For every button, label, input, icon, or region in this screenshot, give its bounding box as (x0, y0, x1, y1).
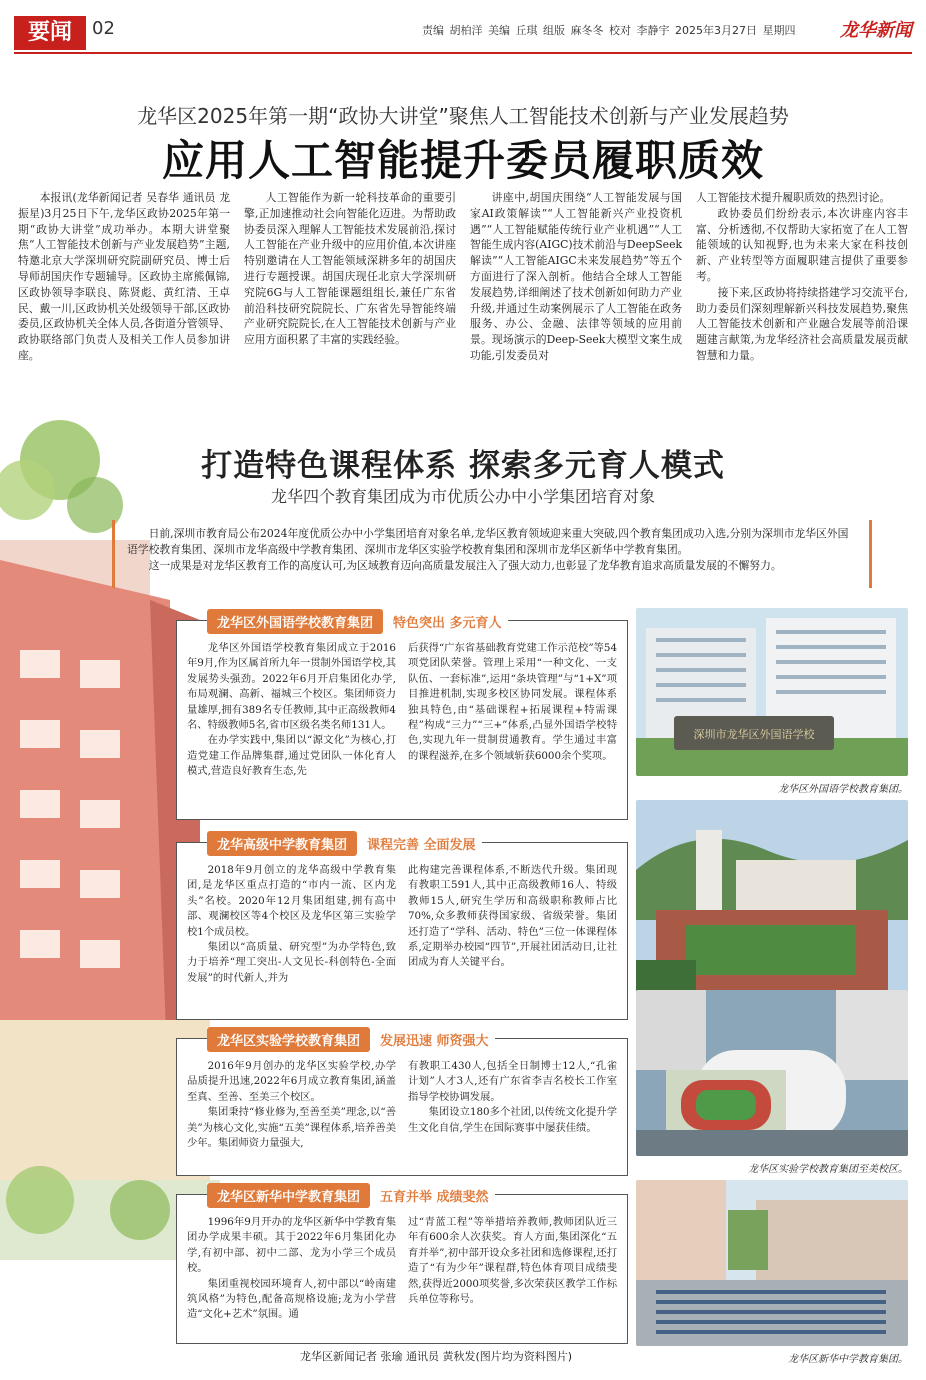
group-text-1: 1996年9月开办的龙华区新华中学教育集团办学成果丰硕。其于2022年6月集团化办学,有初中部、初中二部、龙为小学三个成员校。 (187, 1216, 396, 1275)
article1-col4-text-3: 接下来,区政协将持续搭建学习交流平台,助力委员们深刻理解新兴科技发展趋势,聚焦人工智能技术创新和产业融合发展等前沿课题建言献策,为龙华经济社会高质量发展贡献智慧和力量。 (696, 285, 909, 362)
group-tagline: 五育并举 成绩斐然 (380, 1190, 489, 1205)
group-tagline: 课程完善 全面发展 (367, 838, 476, 853)
group-text-3: 后获得“广东省基础教育党建工作示范校”等54项党团队荣誉。管理上采用“一种文化、一支队伍、一套标准”,运用“条块管理”与“1+X”项目推进机制,实现多校区协同发展。课程体系独具特色,由“基础课程+拓展课程+特需课程”构成“三力”“三+”体系,凸显外国语学校特色,实现九年一贯制贯通教育。学生通过丰富的课程滋养,在多个领域斩获6000余个奖项。 (408, 642, 617, 762)
group-header (207, 1027, 495, 1052)
article2-headline: 打造特色课程体系 探索多元育人模式 (201, 448, 725, 484)
photo-sign-text: 深圳市龙华区外国语学校 (693, 728, 815, 741)
photo-xinhua-school (636, 1180, 908, 1346)
group-column-2 (408, 1059, 617, 1169)
group-body (187, 641, 617, 813)
photo-experimental-school (636, 990, 908, 1156)
group-title: 龙华区实验学校教育集团 (207, 1027, 370, 1052)
group-header (207, 831, 482, 856)
article1-headline: 应用人工智能提升委员履职质效 (161, 136, 764, 185)
group-card-foreign-language (176, 616, 628, 820)
section-tag: 要闻 (14, 16, 86, 50)
article1-column-1 (18, 190, 230, 364)
group-column-2 (408, 1215, 617, 1337)
article2-intro (112, 520, 872, 588)
article1-column-3 (470, 190, 682, 364)
article1-column-4 (696, 190, 908, 364)
article2-subhead: 龙华四个教育集团成为市优质公办中小学集团培育对象 (270, 487, 655, 506)
article2-intro-text-2: 这一成果是对龙华区教育工作的高度认可,为区域教育迈向高质量发展注入了强大动力,也彰显了龙华教育追求高质量发展的不懈努力。 (148, 559, 782, 572)
group-text-2: 集团重视校园环境育人,初中部以“岭南建筑风格”为特色,配备高规格设施;龙为小学营造“文化+艺术”氛围。通 (187, 1277, 396, 1321)
header-rule (14, 52, 912, 54)
editor-meta: 责编 胡柏洋 美编 丘琪 组版 麻冬冬 校对 李静宇 2025年3月27日 星期四 (422, 24, 796, 37)
group-body (187, 863, 617, 1013)
article1-col1-text: 本报讯(龙华新闻记者 吴春华 通讯员 龙振星)3月25日下午,龙华区政协2025年第一期“政协大讲堂”成功举办。本期大讲堂聚焦“人工智能技术创新与产业发展趋势”主题,特邀北京大学深圳研究院副研究员、博士后导师胡国庆作专题辅导。区政协主席熊佩锦,区政协领导李联良、陈贤彪、黄红清、王卓民、戴一川,区政协机关处级领导干部,区政协委员,区政协机关全体人员,各街道分管领导、政协联络部门负责人及相关工作人员参加讲座。 (18, 191, 231, 362)
caption-experimental: 龙华区实验学校教育集团至美校区。 (748, 1164, 908, 1175)
photo-senior-high-school (636, 800, 908, 992)
article1-kicker: 龙华区2025年第一期“政协大讲堂”聚焦人工智能技术创新与产业发展趋势 (137, 104, 789, 128)
masthead-logo: 龙华新闻 (840, 20, 912, 41)
group-text-1: 龙华区外国语学校教育集团成立于2016年9月,作为区属首所九年一贯制外国语学校,其发展势头强劲。2022年6月开启集团化办学,布局观澜、高新、福城三个校区。集团师资力量雄厚,拥有389名专任教师,其中正高级教师4名、特级教师5名,省市区级名类名师131人。 (187, 642, 396, 732)
article1-body (18, 190, 908, 364)
group-body (187, 1215, 617, 1337)
group-body (187, 1059, 617, 1169)
group-text-1: 2018年9月创立的龙华高级中学教育集团,是龙华区重点打造的“市内一流、区内龙头”名校。2020年12月集团组建,拥有高中部、观澜校区等4个校区及龙华区第三实验学校1个成员校。 (187, 864, 396, 938)
group-text-3: 过“青蓝工程”等举措培养教师,教师团队近三年有600余人次获奖。育人方面,集团深化“五育并举”,初中部开设众多社团和选修课程,还打造了“有为少年”课程群,特色体育项目成绩斐然,获得近2000项奖誉,多次荣获区教学工作标兵单位等称号。 (408, 1216, 617, 1306)
group-title: 龙华区外国语学校教育集团 (207, 609, 383, 634)
caption-foreign-language: 龙华区外国语学校教育集团。 (778, 784, 908, 795)
group-card-senior-high (176, 838, 628, 1020)
article1-column-2 (244, 190, 456, 364)
article1-col4-text-1: 人工智能技术提升履职质效的热烈讨论。 (696, 191, 891, 204)
group-text-1: 2016年9月创办的龙华区实验学校,办学品质提升迅速,2022年6月成立教育集团,涵盖至真、至善、至美三个校区。 (187, 1060, 396, 1103)
group-tagline: 特色突出 多元育人 (393, 616, 502, 631)
group-card-experimental (176, 1034, 628, 1176)
group-text-3: 此构建完善课程体系,不断迭代升级。集团现有教职工591人,其中正高级教师16人、特级教师15人,研究生学历和高级职称教师占比70%,众多教师获得国家级、省级荣誉。集团还打造了“学科、活动、特色”三位一体课程体系,定期举办校园“四节”,开展社团活动日,让社团成为育人关键平台。 (408, 864, 617, 969)
article2-credit: 龙华区新闻记者 张瑜 通讯员 黄秋发(图片均为资料图片) (300, 1350, 573, 1363)
group-text-2: 集团秉持“修业修为,至善至美”理念,以“善美”为核心文化,实施“五美”课程体系,培养善美少年。集团师资力量强大, (187, 1106, 396, 1150)
group-tagline: 发展迅速 师资强大 (380, 1034, 489, 1049)
article2-intro-text-1: 日前,深圳市教育局公布2024年度优质公办中小学集团培育对象名单,龙华区教育领域迎来重大突破,四个教育集团成功入选,分别为深圳市龙华区外国语学校教育集团、深圳市龙华高级中学教育集团、深圳市龙华区实验学校教育集团和深圳市龙华区新华中学教育集团。 (127, 527, 849, 556)
group-column-1 (187, 863, 396, 1013)
page-number: 02 (92, 18, 115, 39)
group-text-2: 在办学实践中,集团以“源文化”为核心,打造党建工作品牌集群,通过党团队一体化育人模式,营造良好教育生态,先 (187, 734, 396, 778)
group-text-2: 集团以“高质量、研究型”为办学特色,致力于培养“理工突出-人文见长-科创特色-全面发展”的时代新人,并为 (187, 941, 396, 984)
group-column-2 (408, 863, 617, 1013)
group-text-4: 集团设立180多个社团,以传统文化提升学生文化自信,学生在国际赛事中屡获佳绩。 (408, 1106, 617, 1134)
article1-col3-text: 讲座中,胡国庆围绕“人工智能发展与国家AI政策解读”“人工智能新兴产业投资机遇”“人工智能赋能传统行业产业机遇”“人工智能生成内容(AIGC)技术前沿与DeepSeek解读”“人工智能AIGC未来发展趋势”等五个方面进行了深入剖析。他结合全球人工智能发展趋势,详细阐述了技术创新如何助力产业升级,并通过生动案例展示了人工智能在政务服务、办公、金融、法律等领域的应用前景。现场演示的Deep-Seek大模型文案生成功能,引发委员对 (470, 191, 682, 362)
group-header (207, 609, 508, 634)
group-column-1 (187, 1215, 396, 1337)
group-card-xinhua (176, 1190, 628, 1344)
group-column-1 (187, 641, 396, 813)
article1-col2-text: 人工智能作为新一轮科技革命的重要引擎,正加速推动社会向智能化迈进。为帮助政协委员深入理解人工智能技术发展前沿,探讨人工智能在产业升级中的应用价值,本次讲座特别邀请在人工智能领域深耕多年的胡国庆进行专题授课。胡国庆现任北京大学深圳研究院6G与人工智能课题组组长,兼任广东省前沿科技研究院院长、广东省先导智能终端产业研究院院长,在人工智能技术创新与产业应用方面积累了丰富的实践经验。 (244, 191, 456, 347)
photo-foreign-language-school (636, 608, 908, 776)
group-text-3: 有教职工430人,包括全日制博士12人,“孔雀计划”人才3人,还有广东省李吉名校长工作室指导学校协调发展。 (408, 1060, 617, 1103)
group-column-2 (408, 641, 617, 813)
caption-xinhua: 龙华区新华中学教育集团。 (788, 1354, 908, 1365)
group-column-1 (187, 1059, 396, 1169)
group-header (207, 1183, 495, 1208)
group-title: 龙华高级中学教育集团 (207, 831, 357, 856)
group-title: 龙华区新华中学教育集团 (207, 1183, 370, 1208)
article1-col4-text-2: 政协委员们纷纷表示,本次讲座内容丰富、分析透彻,不仅帮助大家拓宽了在人工智能领域的认知视野,也为未来大家在科技创新、产业转型等方面履职建言提供了重要参考。 (696, 206, 908, 283)
